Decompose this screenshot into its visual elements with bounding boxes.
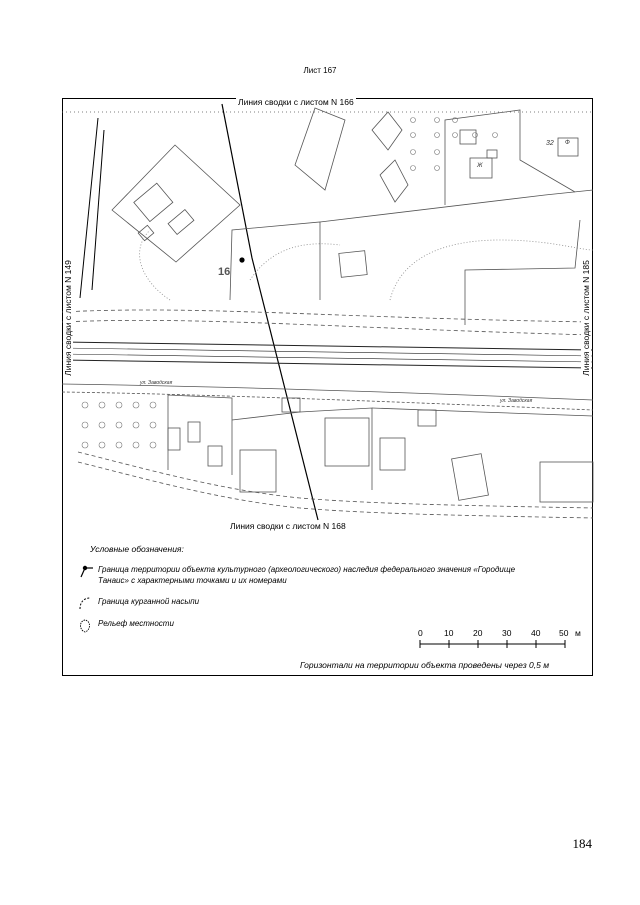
legend-text-boundary: Граница территории объекта культурного (археологического) наследия федерального значения «Городище Танаис» с характерными точками и их номерами [98,565,516,585]
scale-unit: м [575,628,581,638]
building-label-f: Ф [565,140,570,146]
fence-top-right [445,110,575,205]
building-4 [380,160,408,202]
contour-note: Горизонтали на территории объекта проведены через 0,5 м [300,660,550,670]
legend-text-mound: Граница курганной насыпи [98,597,200,606]
building-label-32: 32 [546,140,554,147]
parcel-lower-3 [372,408,593,416]
boundary-point-label: 16 [218,266,231,278]
parcel-lower-2 [232,408,372,490]
scale-tick-10: 10 [444,628,454,638]
building-label-zh: Ж [477,163,483,169]
boundary-marker-icon [76,564,94,578]
edge-label-right: Линия сводки с листом N 185 [581,260,591,376]
edge-label-bottom: Линия сводки с листом N 168 [230,521,346,531]
street-label-1: ул. Заводская [140,380,173,386]
boundary-point-16 [239,257,244,262]
legend-title: Условные обозначения: [90,544,184,554]
sheet-title: Лист 167 [303,66,337,75]
rail-1 [62,342,593,350]
scale-tick-50: 50 [559,628,569,638]
building-10 [168,428,180,450]
building-14 [325,418,369,466]
edge-label-left: Линия сводки с листом N 149 [63,260,73,376]
relief-icon [76,618,94,634]
road-edge-2 [62,320,593,335]
object-boundary [222,104,318,520]
scale-tick-30: 30 [502,628,512,638]
building-2 [295,108,345,190]
building-1a [134,183,173,221]
edge-label-top: Линия сводки с листом N 166 [238,97,354,107]
building-15 [282,398,300,412]
rail-4 [62,360,593,368]
building-18 [452,454,489,501]
building-17 [380,438,405,470]
relief-contour-3 [250,244,340,280]
bottom-curve-2 [78,462,593,518]
building-12 [208,446,222,466]
parcel-line-1 [320,190,593,222]
scale-tick-40: 40 [531,628,541,638]
left-boundary-line [80,118,98,298]
parcel-right [465,220,580,325]
building-7 [487,150,497,158]
left-boundary-line-2 [92,130,104,290]
building-9 [339,251,367,278]
scale-tick-0: 0 [418,628,423,638]
building-19 [540,462,593,502]
building-block-1 [112,145,240,262]
building-3 [372,112,402,150]
relief-contour-2 [390,240,593,300]
mound-boundary-icon [76,596,94,610]
legend-text-relief: Рельеф местности [98,619,174,628]
building-1b [168,210,194,235]
building-13 [240,450,276,492]
building-16 [418,410,436,426]
bottom-curve-1 [78,452,593,508]
street-label-2: ул. Заводская [500,398,533,404]
building-11 [188,422,200,442]
page-number: 184 [572,836,592,851]
scale-tick-20: 20 [473,628,483,638]
